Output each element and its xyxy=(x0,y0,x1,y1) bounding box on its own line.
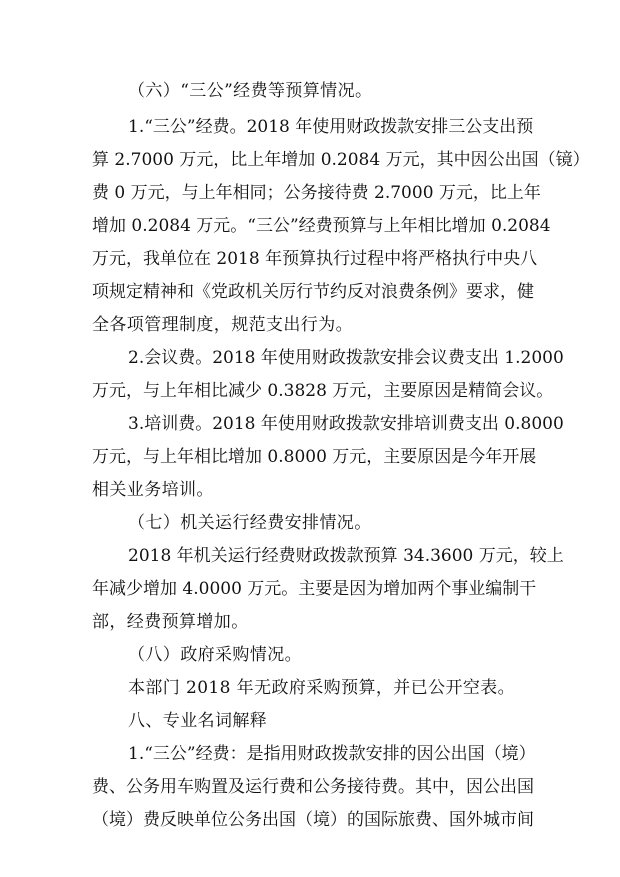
paragraph-line: 算 2.7000 万元，比上年增加 0.2084 万元，其中因公出国（镜） xyxy=(92,150,590,170)
paragraph-line: 万元，与上年相比减少 0.3828 万元，主要原因是精简会议。 xyxy=(92,381,554,401)
paragraph-line: 2018 年机关运行经费财政拨款预算 34.3600 万元，较上 xyxy=(128,546,564,566)
paragraph-line: 相关业务培训。 xyxy=(92,480,214,500)
paragraph-line: 项规定精神和《党政机关厉行节约反对浪费条例》要求，健 xyxy=(92,282,534,302)
paragraph-line: 万元，与上年相比增加 0.8000 万元，主要原因是今年开展 xyxy=(92,447,537,467)
paragraph-line: 费、公务用车购置及运行费和公务接待费。其中，因公出国 xyxy=(92,777,534,797)
paragraph-line: 本部门 2018 年无政府采购预算，并已公开空表。 xyxy=(128,678,516,698)
section-heading-glossary: 八、专业名词解释 xyxy=(128,711,268,731)
paragraph-line: （境）费反映单位公务出国（境）的国际旅费、国外城市间 xyxy=(92,810,534,830)
paragraph-line: 部，经费预算增加。 xyxy=(92,612,249,632)
paragraph-line: 增加 0.2084 万元。“三公”经费预算与上年相比增加 0.2084 xyxy=(92,216,551,236)
paragraph-line: 1.“三公”经费：是指用财政拨款安排的因公出国（境） xyxy=(128,744,536,764)
paragraph-line: 1.“三公”经费。2018 年使用财政拨款安排三公支出预 xyxy=(128,117,534,137)
paragraph-line: 全各项管理制度，规范支出行为。 xyxy=(92,315,353,335)
paragraph-line: 2.会议费。2018 年使用财政拨款安排会议费支出 1.2000 xyxy=(128,348,564,368)
paragraph-line: 3.培训费。2018 年使用财政拨款安排培训费支出 0.8000 xyxy=(128,414,564,434)
section-heading-procurement: （八）政府采购情况。 xyxy=(128,645,302,665)
paragraph-line: 年减少增加 4.0000 万元。主要是因为增加两个事业编制干 xyxy=(92,579,537,599)
section-heading-operating-costs: （七）机关运行经费安排情况。 xyxy=(128,513,372,533)
section-heading-three-public: （六）“三公”经费等预算情况。 xyxy=(128,81,373,101)
paragraph-line: 费 0 万元，与上年相同；公务接待费 2.7000 万元，比上年 xyxy=(92,183,541,203)
paragraph-line: 万元，我单位在 2018 年预算执行过程中将严格执行中央八 xyxy=(92,249,538,269)
